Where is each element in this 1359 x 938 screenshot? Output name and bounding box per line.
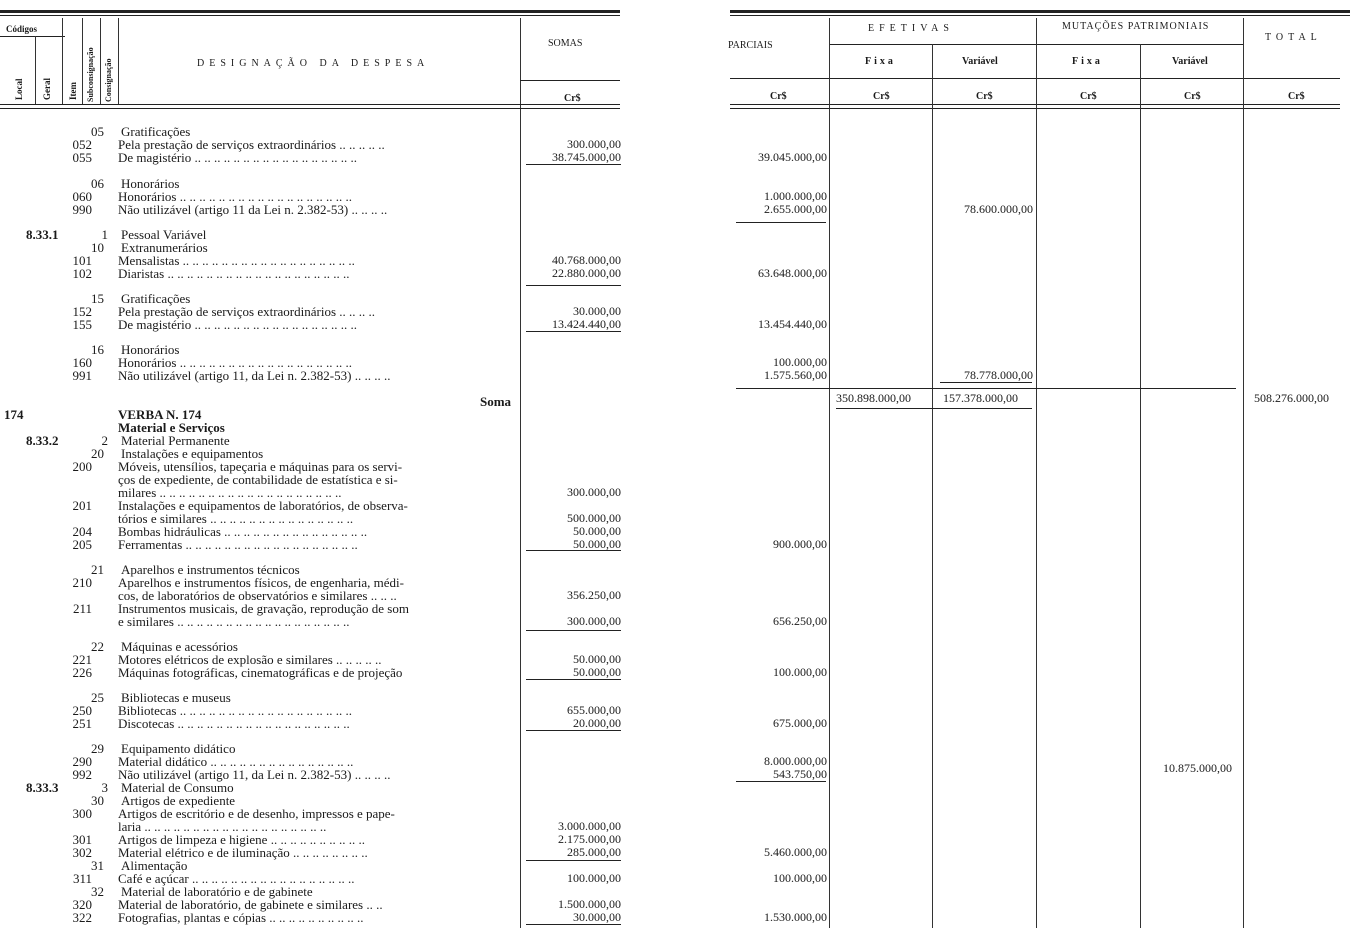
soma-fixa-value: 350.898.000,00 [836,391,911,405]
expense-description: De magistério .. .. .. .. .. .. .. .. .. .. .. .. .. .. .. .. .. [118,317,358,332]
geral-label: Geral [42,78,52,100]
soma-value: 50.000,00 [573,652,621,666]
parcial-value: 100.000,00 [773,665,827,679]
soma-value: 3.000.000,00 [558,819,621,833]
item-code: 301 [72,832,92,847]
soma-rule [526,164,621,165]
efetivas-header: EFETIVAS [868,23,954,34]
subheader-rule [730,78,1340,79]
expense-description: Mensalistas .. .. .. .. .. .. .. .. .. .. .. .. .. .. .. .. .. .. [118,253,355,268]
soma-rule [526,730,621,731]
item-code: 15 [91,291,104,306]
soma-value: 300.000,00 [567,485,621,499]
expense-description: Diaristas .. .. .. .. .. .. .. .. .. .. .. .. .. .. .. .. .. .. .. [118,266,350,281]
item-code: 20 [91,446,104,461]
fixa-header: Fixa [865,56,896,67]
soma-rule [526,331,621,332]
item-code: 055 [72,150,92,165]
parcial-value: 1.575.560,00 [764,368,827,382]
codigos-label: Códigos [6,24,38,34]
item-code: 226 [72,665,92,680]
expense-description: Não utilizável (artigo 11 da Lei n. 2.382-53) .. .. .. .. [118,202,388,217]
local-code: 8.33.3 [26,780,59,795]
item-code: 251 [72,716,92,731]
item-code: 2 [101,433,108,448]
parcial-value: 13.454.440,00 [758,317,827,331]
item-code: 205 [72,537,92,552]
mut-variavel-header: Variável [1172,56,1208,67]
total-header: TOTAL [1265,32,1322,43]
item-code: 155 [72,317,92,332]
efetiva-variavel-value: 78.600.000,00 [964,202,1033,216]
expense-description: Artigos de limpeza e higiene .. .. .. .. .. .. .. .. .. .. [118,832,365,847]
cur-fixa: Cr$ [873,91,890,102]
item-code: 160 [72,355,92,370]
item-code: 3 [101,780,108,795]
local-code: 8.33.1 [26,227,59,242]
soma-value: 300.000,00 [567,614,621,628]
somas-currency: Cr$ [564,93,581,104]
expense-description: Instalações e equipamentos de laboratórios, de observa- [118,498,408,513]
expense-description: Café e açúcar .. .. .. .. .. .. .. .. .. .. .. .. .. .. .. .. .. [118,871,355,886]
expense-description: Gratificações [121,124,191,139]
soma-value: 285.000,00 [567,845,621,859]
codigos-rule [0,36,65,37]
expense-description: Aparelhos e instrumentos físicos, de engenharia, médi- [118,575,404,590]
expense-description: Material de laboratório e de gabinete [121,884,313,899]
item-code: 210 [72,575,92,590]
item-code: 10 [91,240,104,255]
expense-description: Material e Serviços [118,420,225,435]
parcial-value: 5.460.000,00 [764,845,827,859]
soma-value: 300.000,00 [567,137,621,151]
right-header-bottom-2 [730,108,1340,109]
expense-description: milares .. .. .. .. .. .. .. .. .. .. .. .. .. .. .. .. .. .. .. [118,485,342,500]
item-code: 052 [72,137,92,152]
expense-description: Material de laboratório, de gabinete e similares .. .. [118,897,383,912]
item-code: 992 [72,767,92,782]
item-code: 31 [91,858,104,873]
soma-value: 50.000,00 [573,524,621,538]
item-code: 200 [72,459,92,474]
expense-description: Máquinas e acessórios [121,639,238,654]
expense-description: Honorários .. .. .. .. .. .. .. .. .. .. .. .. .. .. .. .. .. .. [118,189,352,204]
soma-value: 13.424.440,00 [552,317,621,331]
item-code: 221 [72,652,92,667]
top-rule-right-thin [730,15,1350,16]
item-code: 32 [91,884,104,899]
expense-description: VERBA N. 174 [118,407,202,422]
expense-description: Equipamento didático [121,741,236,756]
soma-value: 356.250,00 [567,588,621,602]
expense-description: Máquinas fotográficas, cinematográficas e de projeção [118,665,403,680]
expense-description: Fotografias, plantas e cópias .. .. .. .. .. .. .. .. .. .. [118,910,364,925]
expense-description: Móveis, utensílios, tapeçaria e máquinas para os servi- [118,459,403,474]
header-bottom-rule-2 [0,108,620,109]
item-code: 311 [72,871,92,886]
parcial-value: 2.655.000,00 [764,202,827,216]
item-code: 21 [91,562,104,577]
expense-description: Não utilizável (artigo 11, da Lei n. 2.382-53) .. .. .. .. [118,368,391,383]
cur-variavel: Cr$ [976,91,993,102]
item-code: 06 [91,176,104,191]
expense-description: ços de expediente, de contabilidade de estatística e si- [118,472,398,487]
top-rule-right [730,10,1350,13]
col-rule [1140,44,1141,928]
item-code: 29 [91,741,104,756]
expense-description: Não utilizável (artigo 11, da Lei n. 2.382-53) .. .. .. .. [118,767,391,782]
soma-rule [526,860,621,861]
parciais-header: PARCIAIS [728,40,773,51]
soma-underline [836,408,1032,409]
expense-description: Artigos de expediente [121,793,236,808]
parcial-value: 100.000,00 [773,871,827,885]
col-rule [82,18,83,104]
parciais-rule [736,222,826,223]
somas-header: SOMAS [548,38,583,49]
soma-value: 38.745.000,00 [552,150,621,164]
somas-sub-rule [520,80,620,81]
expense-description: cos, de laboratórios de observatórios e similares .. .. .. [118,588,397,603]
soma-line [736,388,1236,389]
parcial-value: 39.045.000,00 [758,150,827,164]
item-code: 102 [72,266,92,281]
right-header-bottom [730,104,1340,105]
expense-description: Artigos de escritório e de desenho, impressos e pape- [118,806,395,821]
cur-mut-fixa: Cr$ [1080,91,1097,102]
soma-rule [526,285,621,286]
local-code: 8.33.2 [26,433,59,448]
item-label: Item [68,82,78,100]
item-code: 152 [72,304,92,319]
top-rule-left-thin [0,15,620,16]
expense-description: Material de Consumo [121,780,234,795]
expense-description: Pela prestação de serviços extraordinários .. .. .. .. [118,304,376,319]
subconsignacao-label: Subconsignação [86,47,95,102]
expense-description: Honorários .. .. .. .. .. .. .. .. .. .. .. .. .. .. .. .. .. .. [118,355,352,370]
soma-value: 100.000,00 [567,871,621,885]
top-rule-left [0,10,620,13]
soma-value: 2.175.000,00 [558,832,621,846]
col-rule [100,18,101,104]
expense-description: laria .. .. .. .. .. .. .. .. .. .. .. .. .. .. .. .. .. .. .. [118,819,327,834]
expense-description: Aparelhos e instrumentos técnicos [121,562,300,577]
expense-description: De magistério .. .. .. .. .. .. .. .. .. .. .. .. .. .. .. .. .. [118,150,358,165]
soma-value: 50.000,00 [573,537,621,551]
expense-description: Bombas hidráulicas .. .. .. .. .. .. .. .. .. .. .. .. .. .. .. [118,524,368,539]
expense-description: Discotecas .. .. .. .. .. .. .. .. .. .. .. .. .. .. .. .. .. .. [118,716,350,731]
soma-label: Soma [480,394,512,409]
parcial-value: 675.000,00 [773,716,827,730]
item-code: 991 [72,368,92,383]
parcial-value: 1.000.000,00 [764,189,827,203]
expense-description: tórios e similares .. .. .. .. .. .. .. .. .. .. .. .. .. .. .. [118,511,354,526]
soma-rule [526,630,621,631]
cur-mut-variavel: Cr$ [1184,91,1201,102]
expense-description: Material didático .. .. .. .. .. .. .. .. .. .. .. .. .. .. .. [118,754,354,769]
parcial-value: 656.250,00 [773,614,827,628]
expense-description: Motores elétricos de explosão e similares .. .. .. .. .. [118,652,382,667]
soma-value: 655.000,00 [567,703,621,717]
item-code: 250 [72,703,92,718]
parciais-rule [736,781,826,782]
soma-variavel-value: 157.378.000,00 [943,391,1018,405]
expense-description: Instrumentos musicais, de gravação, reprodução de som [118,601,409,616]
soma-rule [526,550,621,551]
item-code: 30 [91,793,104,808]
item-code: 201 [72,498,92,513]
expense-description: Pessoal Variável [121,227,207,242]
expense-description: Alimentação [121,858,188,873]
mut-variavel-value: 10.875.000,00 [1163,761,1232,775]
item-code: 302 [72,845,92,860]
parcial-value: 63.648.000,00 [758,266,827,280]
col-rule [62,18,63,104]
mut-fixa-header: Fixa [1072,56,1103,67]
expense-description: Honorários [121,176,180,191]
item-code: 990 [72,202,92,217]
col-rule [118,18,119,104]
expense-description: Instalações e equipamentos [121,446,264,461]
item-code: 204 [72,524,92,539]
col-rule [1243,18,1244,928]
consignacao-label: Consignação [104,58,113,102]
expense-description: Bibliotecas .. .. .. .. .. .. .. .. .. .. .. .. .. .. .. .. .. .. [118,703,352,718]
item-code: 101 [72,253,92,268]
expense-description: Ferramentas .. .. .. .. .. .. .. .. .. .. .. .. .. .. .. .. .. .. [118,537,358,552]
header-bottom-rule [0,104,620,105]
designacao-header: DESIGNAÇÃO DA DESPESA [197,58,430,69]
item-code: 211 [72,601,92,616]
cur-total: Cr$ [1288,91,1305,102]
item-code: 320 [72,897,92,912]
col-rule [829,18,830,928]
soma-value: 30.000,00 [573,304,621,318]
mutacoes-header: MUTAÇÕES PATRIMONIAIS [1062,21,1210,32]
item-code: 16 [91,342,104,357]
expense-description: Extranumerários [121,240,208,255]
expense-description: Honorários [121,342,180,357]
expense-description: Material elétrico e de iluminação .. .. .. .. .. .. .. .. [118,845,368,860]
cur-parciais: Cr$ [770,91,787,102]
soma-value: 50.000,00 [573,665,621,679]
item-code: 322 [72,910,92,925]
parcial-value: 543.750,00 [773,767,827,781]
soma-value: 40.768.000,00 [552,253,621,267]
parcial-value: 1.530.000,00 [764,910,827,924]
soma-value: 30.000,00 [573,910,621,924]
soma-value: 500.000,00 [567,511,621,525]
soma-value: 20.000,00 [573,716,621,730]
soma-rule [526,924,621,925]
expense-description: Gratificações [121,291,191,306]
soma-value: 1.500.000,00 [558,897,621,911]
expense-description: Bibliotecas e museus [121,690,231,705]
col-rule [35,36,36,104]
col-rule [1036,18,1037,928]
item-code: 22 [91,639,104,654]
col-rule [932,44,933,928]
expense-description: Pela prestação de serviços extraordinários .. .. .. .. .. [118,137,385,152]
soma-rule [526,679,621,680]
expense-description: Material Permanente [121,433,230,448]
total-value: 508.276.000,00 [1254,391,1329,405]
parcial-value: 900.000,00 [773,537,827,551]
variavel-header: Variável [962,56,998,67]
item-code: 1 [101,227,108,242]
item-code: 25 [91,690,104,705]
expense-description: e similares .. .. .. .. .. .. .. .. .. .. .. .. .. .. .. .. .. .. [118,614,350,629]
item-code: 060 [72,189,92,204]
parcial-value: 8.000.000,00 [764,754,827,768]
efetiva-variavel-value: 78.778.000,00 [964,368,1033,382]
item-code: 05 [91,124,104,139]
local-code: 174 [4,407,24,422]
item-code: 290 [72,754,92,769]
item-code: 300 [72,806,92,821]
soma-value: 22.880.000,00 [552,266,621,280]
parcial-value: 100.000,00 [773,355,827,369]
variavel-rule [940,382,1032,383]
local-label: Local [14,78,24,100]
